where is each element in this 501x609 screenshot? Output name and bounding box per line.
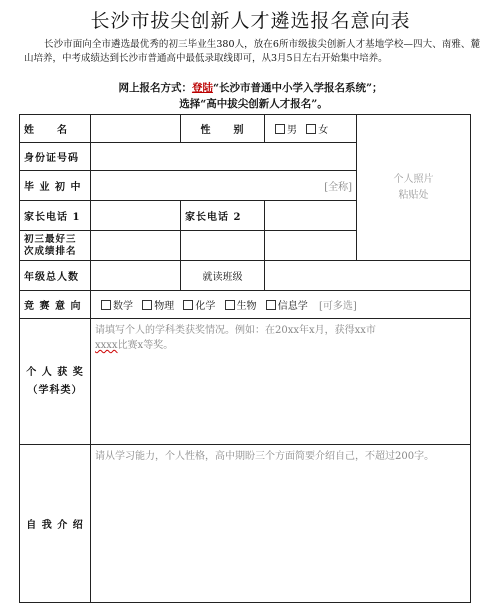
parent-phone-1-field[interactable] [91,201,181,231]
awards-label-line1: 个 人 获 奖 [26,366,84,378]
rank-field[interactable] [91,231,181,261]
self-intro-label: 自 我 介 绍 [20,445,91,603]
competition-math-checkbox[interactable] [101,300,111,310]
competition-chemistry-checkbox[interactable] [183,300,193,310]
competition-math-label: 数学 [113,301,133,312]
gender-label: 性 别 [181,115,265,143]
photo-label-1: 个人照片 [393,173,434,185]
name-field[interactable] [91,115,181,143]
awards-field[interactable] [91,319,471,445]
competition-informatics-checkbox[interactable] [266,300,276,310]
registration-method [0,80,501,112]
parent-phone-1-label: 家长电话 1 [20,201,91,231]
competition-physics-checkbox[interactable] [142,300,152,310]
school-hint: [全称] [324,182,352,193]
method-system: “长沙市普通中小学入学报名系统”； [212,82,383,94]
photo-area[interactable] [357,115,471,261]
competition-label: 竞 赛 意 向 [20,291,91,319]
competition-chemistry-label: 化学 [195,301,216,312]
self-intro-field[interactable] [91,445,471,603]
gender-female-checkbox[interactable] [306,124,316,134]
photo-label-2: 粘贴处 [398,189,429,201]
parent-phone-2-label: 家长电话 2 [181,201,265,231]
gender-male-checkbox[interactable] [275,124,285,134]
method-prefix: 网上报名方式： [118,82,192,94]
id-number-label: 身份证号码 [20,143,91,171]
class-field[interactable] [265,261,471,291]
intro-paragraph: 长沙市面向全市遴选最优秀的初三毕业生380人，放在6所市级拔尖创新人才基地学校—四大、南雅、麓山培养，中考成绩达到长沙市普通高中最低录取线即可，从3月5日左右开始集中培养。 [24,39,480,64]
school-label: 毕 业 初 中 [20,171,91,201]
competition-options [91,291,471,319]
name-label: 姓 名 [20,115,91,143]
awards-hint-a: 请填写个人的学科类获奖情况。例如：在20xx年x月，获得xx市 [95,325,376,336]
self-intro-hint: 请从学习能力，个人性格，高中期盼三个方面简要介绍自己，不超过200字。 [95,451,435,462]
class-label: 就读班级 [181,261,265,291]
competition-physics-label: 物理 [154,301,175,312]
competition-biology-checkbox[interactable] [225,300,235,310]
gender-male-label: 男 [287,125,297,136]
rank-field-3[interactable] [265,231,357,261]
school-field[interactable] [91,171,357,201]
competition-biology-label: 生物 [236,301,257,312]
grade-total-field[interactable] [91,261,181,291]
registration-form-table [19,114,471,603]
parent-phone-2-field[interactable] [265,201,357,231]
rank-field-2[interactable] [181,231,265,261]
gender-female-label: 女 [318,125,329,136]
method-line2: 选择“高中拔尖创新人才报名”。 [179,98,328,110]
rank-label: 初三最好三次成绩排名 [20,231,91,261]
competition-hint: [可多选] [318,301,357,312]
id-number-field[interactable] [91,143,357,171]
gender-field [265,115,357,143]
login-link[interactable]: 登陆 [191,82,213,94]
grade-total-label: 年级总人数 [20,261,91,291]
page-title: 长沙市拔尖创新人才遴选报名意向表 [90,10,411,32]
competition-informatics-label: 信息学 [277,301,308,312]
awards-label-line2: （学科类） [27,384,83,396]
awards-hint-b: xxxx [95,340,118,351]
awards-label [20,319,91,445]
awards-hint-c: 比赛x等奖。 [117,340,174,351]
